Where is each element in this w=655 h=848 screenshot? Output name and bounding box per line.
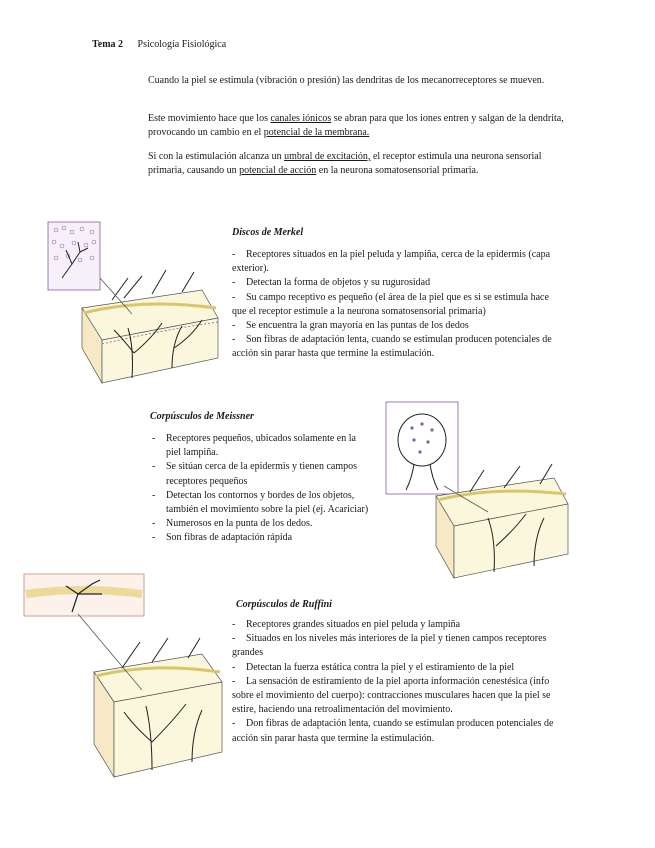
merkel-item: - Su campo receptivo es pequeño (el área de la piel que es si se estimula hace que el receptor estimule a la neurona somatosensorial primaria) xyxy=(232,291,549,317)
ruffini-item-text: La sensación de estiramiento de la piel aporta información cenestésica (info sobre el movimiento del cuerpo): contracciones musculares hacen que la piel se estire, haciendo una retroalimentación del movimiento. xyxy=(232,675,551,716)
merkel-item: - Se encuentra la gran mayoría en las puntas de los dedos xyxy=(232,319,469,331)
meissner-item: - Detectan los contornos y bordes de los objetos, también el movimiento sobre la piel (ej. Acariciar) xyxy=(150,489,372,517)
ruffini-item: - Detectan la fuerza estática contra la piel y el estiramiento de la piel xyxy=(232,661,515,673)
meissner-corpuscle-illustration xyxy=(384,400,570,582)
meissner-item: - Son fibras de adaptación rápida xyxy=(150,531,372,545)
ruffini-item: - Don fibras de adaptación lenta, cuando se estimulan producen potenciales de acción sin parar hasta que termine la estimulación. xyxy=(232,718,554,744)
term-ion-channels: canales iónicos xyxy=(270,113,332,124)
ruffini-item-text: Receptores grandes situados en piel peluda y lampiña xyxy=(246,619,461,630)
text: Este movimiento hace que los xyxy=(148,113,271,124)
term-action-potential: potencial de acción xyxy=(239,165,317,177)
merkel-item-text: Son fibras de adaptación lenta, cuando se estimulan producen potenciales de acción sin parar hasta que termine la estimulación. xyxy=(232,334,552,360)
meissner-item: - Receptores pequeños, ubicados solamente en la piel lampiña. xyxy=(150,432,372,460)
merkel-title: Discos de Merkel xyxy=(232,227,304,238)
text: se abran para que los iones entren y salgan de la dendrita, provocando un cambio en el xyxy=(148,113,564,139)
merkel-item: - Detectan la forma de objetos y su rugurosidad xyxy=(232,277,431,289)
ruffini-item: - La sensación de estiramiento de la piel aporta información cenestésica (info sobre el movimiento del cuerpo): contracciones musculares hacen que la piel se estire, haciendo una retroalimentación del movimiento. xyxy=(232,675,551,716)
ruffini-item-text: Situados en los niveles más interiores de la piel y tienen campos receptores grandes xyxy=(232,633,547,659)
merkel-disc-illustration xyxy=(42,218,222,393)
page-header xyxy=(92,38,226,52)
subject-label: Psicología Fisiológica xyxy=(137,39,227,50)
ruffini-item: - Situados en los niveles más interiores de la piel y tienen campos receptores grandes xyxy=(232,633,547,659)
ruffini-item-text: Detectan la fuerza estática contra la piel y el estiramiento de la piel xyxy=(246,661,515,673)
ruffini-corpuscle-illustration xyxy=(22,572,227,784)
meissner-item: - Se sitúan cerca de la epidermis y tienen campos receptores pequeños xyxy=(150,460,372,488)
term-excitation-threshold: umbral de excitación, xyxy=(284,151,371,162)
term-membrane-potential: potencial de la membrana. xyxy=(263,127,370,139)
text: el receptor estimula una neurona sensorial primaria, causando un xyxy=(148,151,542,177)
ruffini-item: - Receptores grandes situados en piel peluda y lampiña xyxy=(232,619,461,630)
meissner-title: Corpúsculos de Meissner xyxy=(150,411,254,422)
topic-label: Tema 2 xyxy=(92,39,124,50)
merkel-item: - Receptores situados en la piel peluda y lampiña, cerca de la epidermis (capa exterior). xyxy=(232,249,551,275)
ruffini-title: Corpúsculos de Ruffini xyxy=(236,599,332,610)
intro-paragraph-2 xyxy=(148,112,568,140)
text: en la neurona somatosensorial primaria. xyxy=(316,165,479,177)
meissner-item: - Numerosos en la punta de los dedos. xyxy=(150,517,372,531)
text: Si con la estimulación alcanza un xyxy=(148,151,285,162)
merkel-item-text: Se encuentra la gran mayoría en las puntas de los dedos xyxy=(246,319,469,331)
meissner-inset xyxy=(386,402,458,494)
intro-paragraph-3 xyxy=(148,150,568,178)
merkel-item-text: Detectan la forma de objetos y su rugurosidad xyxy=(246,277,431,289)
merkel-list xyxy=(232,248,552,362)
merkel-item: - Son fibras de adaptación lenta, cuando se estimulan producen potenciales de acción sin parar hasta que termine la estimulación. xyxy=(232,334,552,360)
merkel-item-text: Su campo receptivo es pequeño (el área de la piel que es si se estimula hace que el receptor estimule a la neurona somatosensorial primaria) xyxy=(232,291,549,317)
merkel-item-text: Receptores situados en la piel peluda y lampiña, cerca de la epidermis (capa exterior). xyxy=(232,249,551,275)
ruffini-list xyxy=(232,618,568,746)
ruffini-item-text: Don fibras de adaptación lenta, cuando se estimulan producen potenciales de acción sin parar hasta que termine la estimulación. xyxy=(232,718,554,744)
intro-paragraph-1: Cuando la piel se estimula (vibración o presión) las dendritas de los mecanorreceptores se mueven. xyxy=(148,75,545,86)
meissner-list xyxy=(150,432,372,546)
